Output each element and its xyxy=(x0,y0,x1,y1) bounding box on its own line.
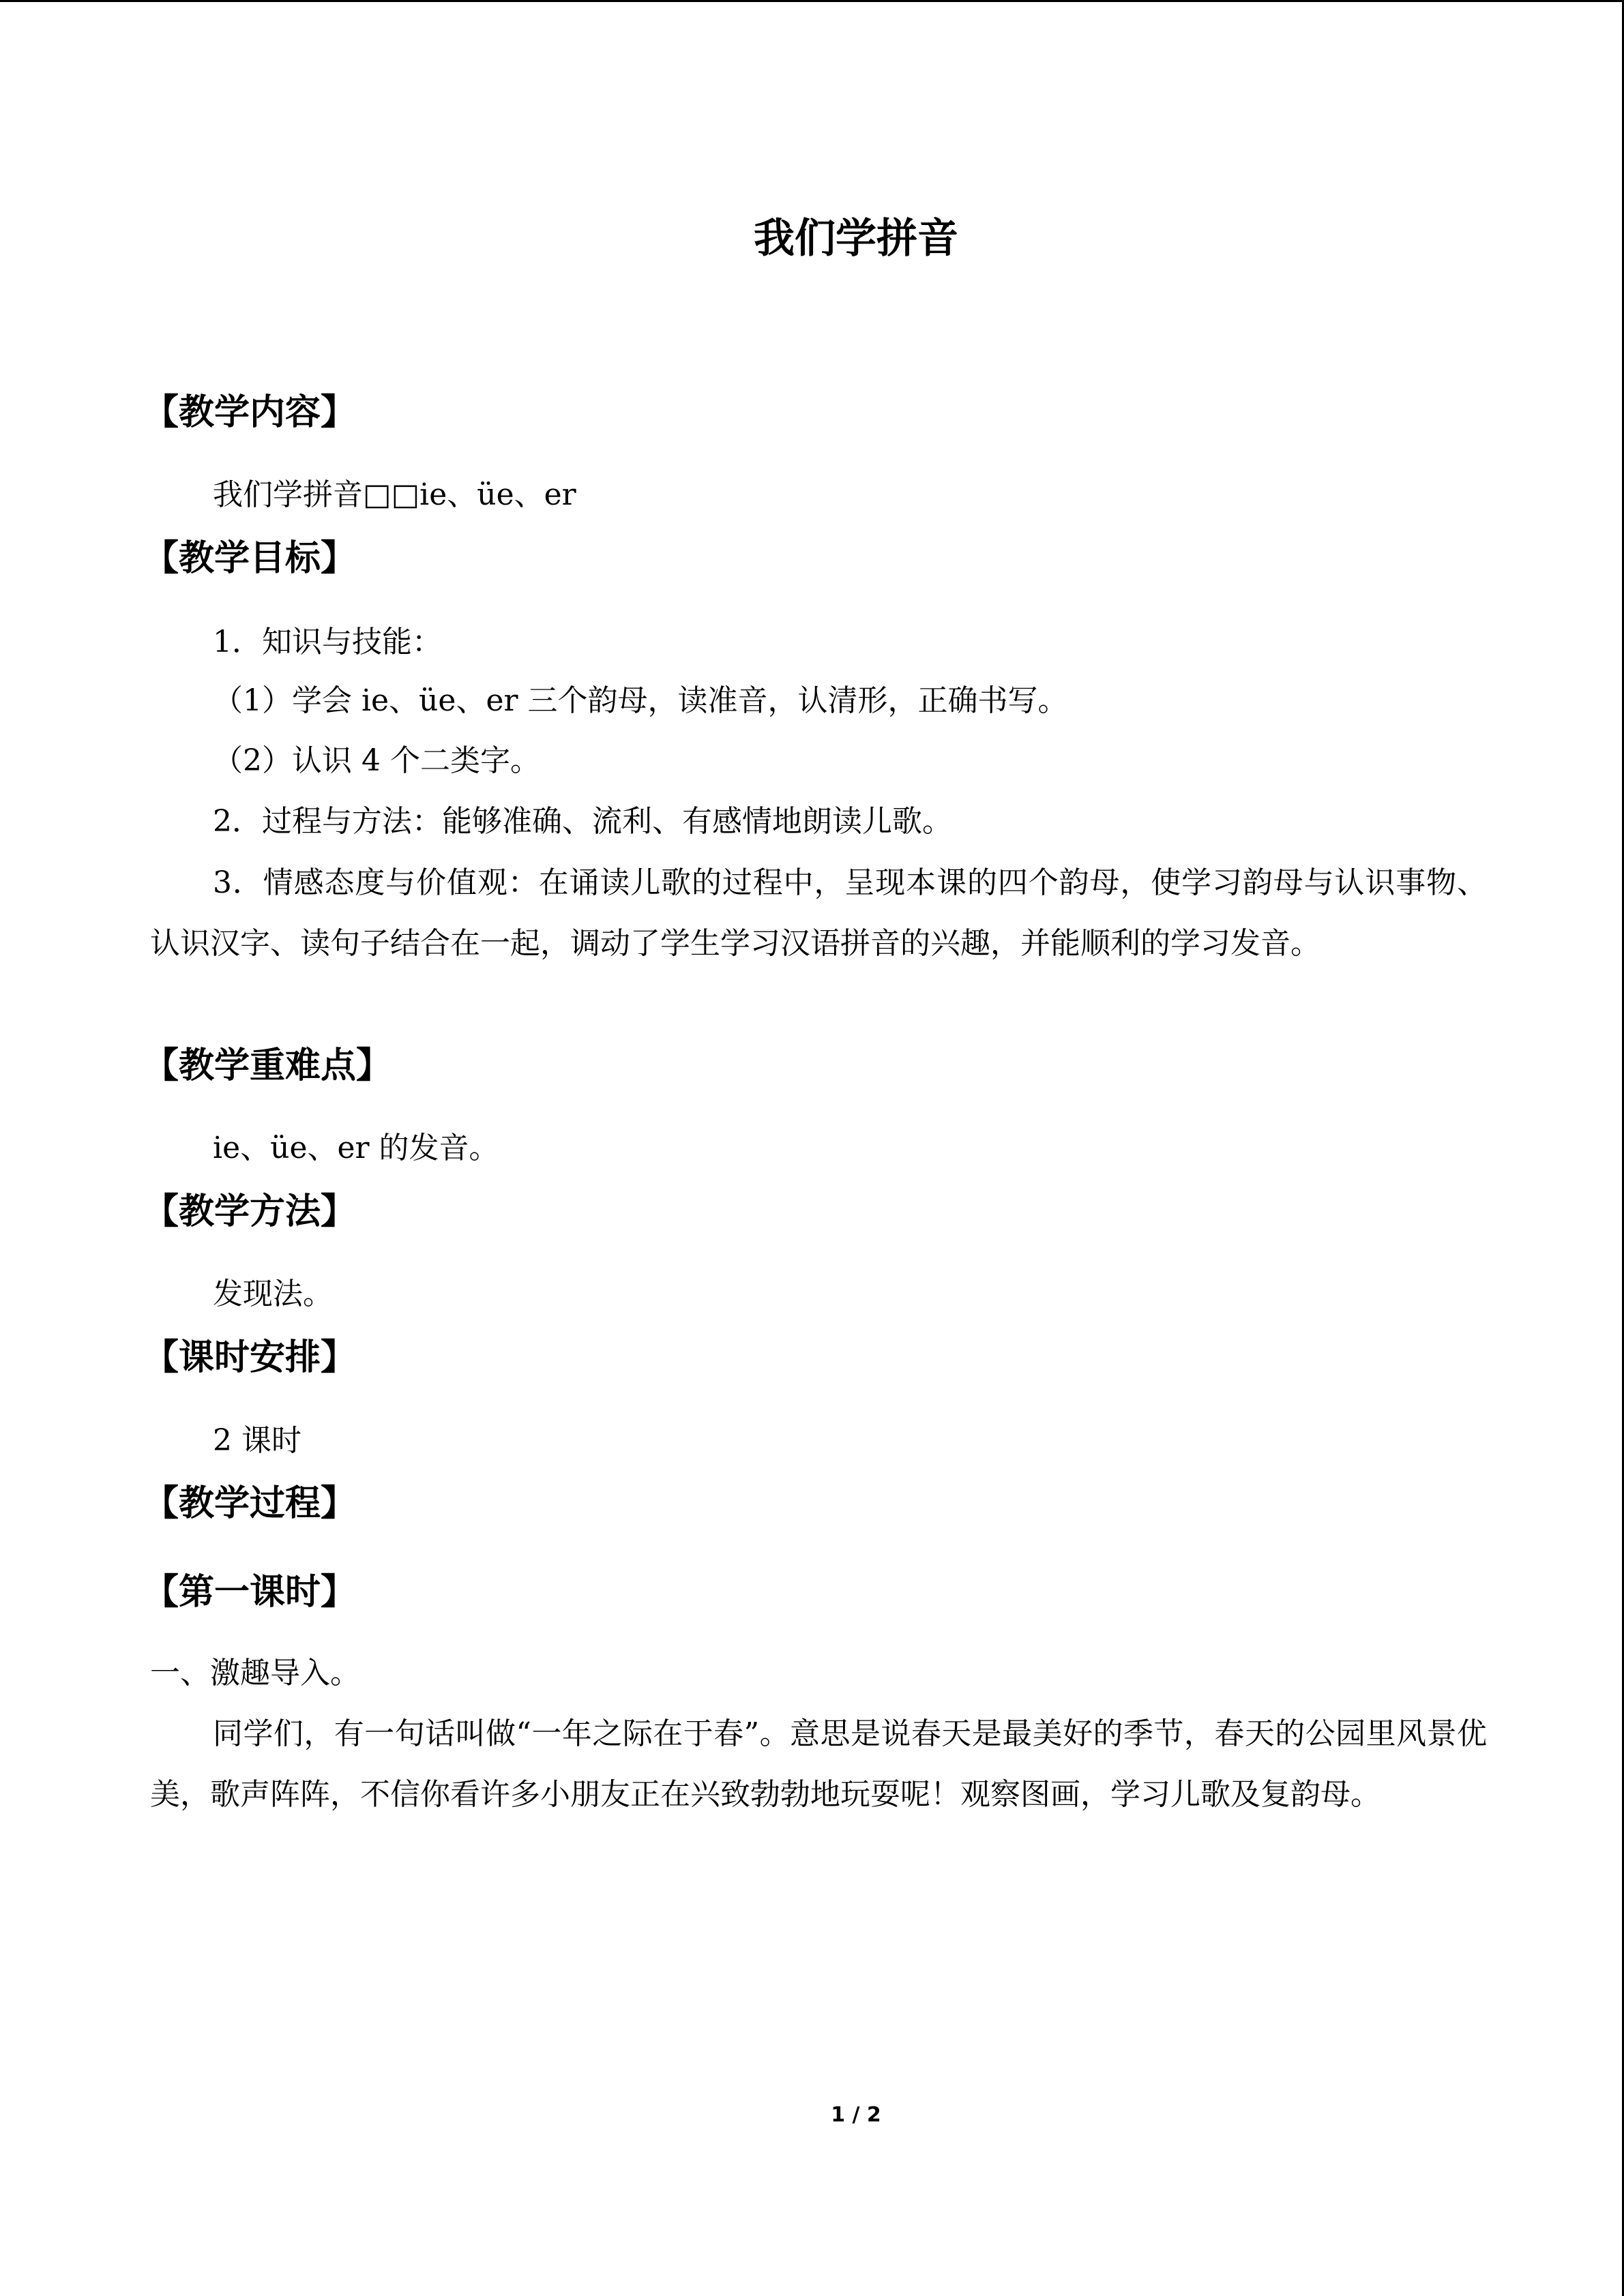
step-1-text: 同学们，有一句话叫做“一年之际在于春”。意思是说春天是最美好的季节，春天的公园里风景优美，歌声阵阵，不信你看许多小朋友正在兴致勃勃地玩耍呢！观察图画，学习儿歌及复韵母。 xyxy=(150,1716,1487,1812)
goal-1a: （1）学会 ie、üe、er 三个韵母，读准音，认清形，正确书写。 xyxy=(213,683,1068,718)
page-number: 1 / 2 xyxy=(831,2103,881,2127)
goal-1: 1．知识与技能： xyxy=(213,625,442,659)
teaching-content-text: 我们学拼音□□ie、üe、er xyxy=(213,477,576,512)
goal-3: 3．情感态度与价值观：在诵读儿歌的过程中，呈现本课的四个韵母，使学习韵母与认识事物、认识汉字、读句子结合在一起，调动了学生学习汉语拼音的兴趣，并能顺利的学习发音。 xyxy=(150,865,1487,961)
page-border-top xyxy=(0,0,1624,2)
heading-schedule: 【课时安排】 xyxy=(143,1337,357,1378)
heading-teaching-process: 【教学过程】 xyxy=(143,1482,357,1524)
heading-key-points: 【教学重难点】 xyxy=(143,1045,392,1086)
teaching-method-text: 发现法。 xyxy=(213,1277,333,1311)
goal-2: 2．过程与方法：能够准确、流利、有感情地朗读儿歌。 xyxy=(213,804,952,839)
page-title: 我们学拼音 xyxy=(754,215,958,263)
heading-teaching-goals: 【教学目标】 xyxy=(143,537,357,579)
key-points-text: ie、üe、er 的发音。 xyxy=(213,1131,499,1165)
goal-1b: （2）认识 4 个二类字。 xyxy=(213,743,540,778)
heading-first-lesson: 【第一课时】 xyxy=(143,1571,357,1613)
schedule-text: 2 课时 xyxy=(213,1423,301,1458)
heading-teaching-content: 【教学内容】 xyxy=(143,391,357,433)
step-1-title: 一、激趣导入。 xyxy=(150,1656,360,1690)
heading-teaching-method: 【教学方法】 xyxy=(143,1191,357,1232)
